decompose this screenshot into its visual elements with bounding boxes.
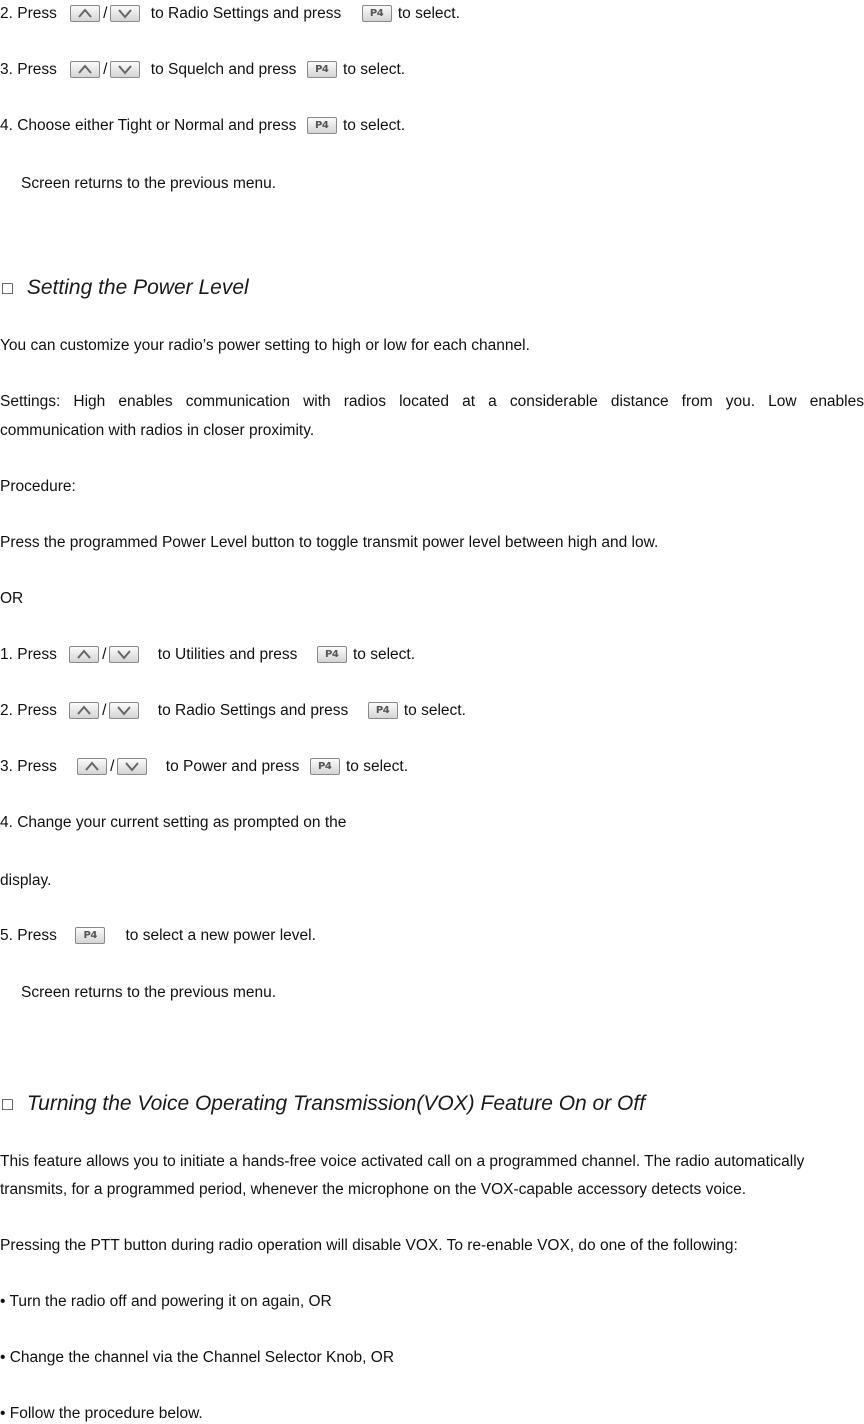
squelch-step-3: 3. Press / to Squelch and press P4 to select. xyxy=(0,61,406,78)
p4-select-button-icon xyxy=(307,117,337,134)
power-settings-line-1: Settings: High enables communication with radios located at a considerable distance from you. Low enables xyxy=(0,393,864,410)
power-step-4-line-2: display. xyxy=(0,872,52,889)
p4-select-button-icon xyxy=(368,702,398,719)
down-arrow-button-icon xyxy=(110,61,140,78)
squelch-step-2: 2. Press / to Radio Settings and press P4 to select. xyxy=(0,5,460,22)
p4-label: P4 xyxy=(83,930,97,942)
vox-ptt-note: Pressing the PTT button during radio operation will disable VOX. To re-enable VOX, do one of the following: xyxy=(0,1237,738,1254)
p4-select-button-icon xyxy=(362,5,392,22)
p4-label: P4 xyxy=(318,761,332,773)
checkbox-square-icon: □ xyxy=(2,278,13,298)
p4-label: P4 xyxy=(315,64,329,76)
vox-bullet-2: • Change the channel via the Channel Selector Knob, OR xyxy=(0,1349,395,1366)
vox-section-heading xyxy=(2,1092,645,1116)
power-step-3: 3. Press / to Power and press P4 to select. xyxy=(0,758,408,775)
p4-label: P4 xyxy=(325,649,339,661)
vox-intro-line-1: This feature allows you to initiate a hands-free voice activated call on a programmed channel. The radio automatically xyxy=(0,1153,805,1170)
p4-label: P4 xyxy=(369,8,384,20)
power-step-2: 2. Press / to Radio Settings and press P4 to select. xyxy=(0,702,466,719)
vox-section-title: Turning the Voice Operating Transmission(VOX) Feature On or Off xyxy=(26,1092,646,1115)
power-section-heading xyxy=(2,276,249,300)
power-step-4-line-1: 4. Change your current setting as prompted on the xyxy=(0,814,347,831)
p4-label: P4 xyxy=(375,705,390,717)
power-settings-line-2: communication with radios in closer proximity. xyxy=(0,422,315,439)
procedure-label: Procedure: xyxy=(0,478,76,495)
down-arrow-button-icon xyxy=(110,5,140,22)
p4-label: P4 xyxy=(315,120,329,132)
checkbox-square-icon: □ xyxy=(2,1094,13,1114)
vox-intro-line-2: transmits, for a programmed period, whenever the microphone on the VOX-capable accessory detects voice. xyxy=(0,1181,747,1198)
p4-select-button-icon xyxy=(75,927,105,944)
up-arrow-button-icon xyxy=(70,61,100,78)
power-intro: You can customize your radio’s power setting to high or low for each channel. xyxy=(0,337,530,354)
power-section-title: Setting the Power Level xyxy=(26,276,249,299)
power-note: Screen returns to the previous menu. xyxy=(21,984,277,1001)
power-step-5: 5. Press P4 to select a new power level. xyxy=(0,927,316,944)
down-arrow-button-icon xyxy=(109,702,139,719)
squelch-note: Screen returns to the previous menu. xyxy=(21,175,277,192)
p4-select-button-icon xyxy=(307,61,337,78)
vox-bullet-1: • Turn the radio off and powering it on again, OR xyxy=(0,1293,332,1310)
squelch-step-4: 4. Choose either Tight or Normal and press P4 to select. xyxy=(0,117,406,134)
up-arrow-button-icon xyxy=(70,5,100,22)
down-arrow-button-icon xyxy=(109,646,139,663)
up-arrow-button-icon xyxy=(77,758,107,775)
power-step-1: 1. Press / to Utilities and press P4 to select. xyxy=(0,646,416,663)
press-programmed-button: Press the programmed Power Level button to toggle transmit power level between high and low. xyxy=(0,534,659,551)
up-arrow-button-icon xyxy=(69,646,99,663)
up-arrow-button-icon xyxy=(69,702,99,719)
vox-bullet-3: • Follow the procedure below. xyxy=(0,1405,203,1422)
or-label: OR xyxy=(0,590,24,607)
down-arrow-button-icon xyxy=(117,758,147,775)
p4-select-button-icon xyxy=(310,758,340,775)
p4-select-button-icon xyxy=(317,646,347,663)
